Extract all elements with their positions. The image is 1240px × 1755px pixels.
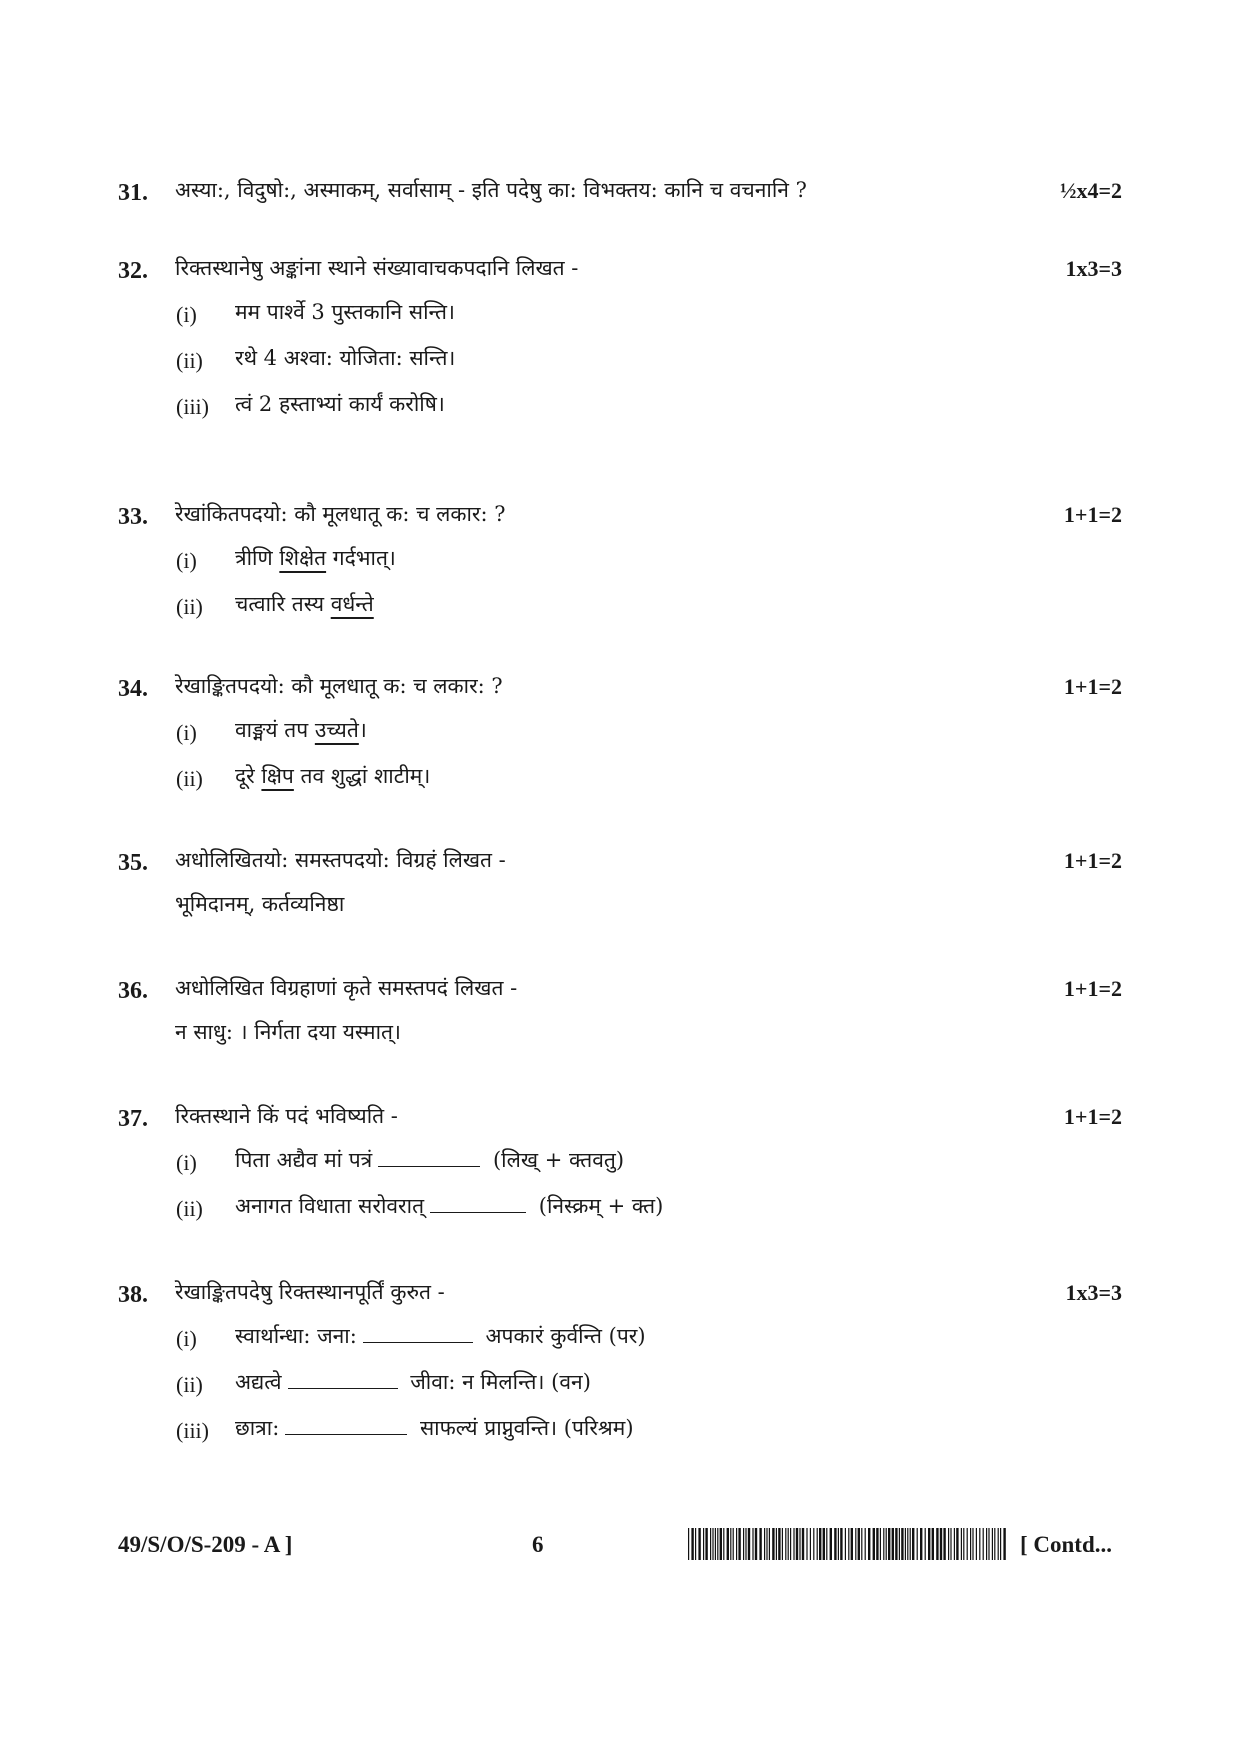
question-number: 38. <box>118 1282 148 1308</box>
sub-question <box>0 586 1240 632</box>
question-text: रेखाङ्कितपदेषु रिक्तस्थानपूर्तिं कुरुत - <box>175 1280 445 1304</box>
question-32 <box>0 254 1240 432</box>
answer-blank <box>378 1148 480 1167</box>
sub-question-text: पिता अद्यैव मां पत्रं (लिख् + क्तवतु) <box>235 1148 625 1172</box>
question-marks: 1x3=3 <box>1065 1280 1122 1305</box>
sub-question <box>0 712 1240 758</box>
sub-question-label: (ii) <box>176 1372 203 1397</box>
sub-question <box>0 1410 1240 1456</box>
answer-blank <box>288 1370 398 1389</box>
answer-blank <box>430 1194 526 1213</box>
sub-question <box>0 340 1240 386</box>
sub-question-label: (ii) <box>176 348 203 373</box>
sub-question <box>0 540 1240 586</box>
question-text: रेखांकितपदयो: कौ मूलधातू क: च लकार: ? <box>175 502 506 526</box>
answer-blank <box>285 1416 407 1435</box>
sub-question-label: (ii) <box>176 1196 203 1221</box>
question-marks: 1+1=2 <box>1063 976 1122 1001</box>
underlined-word: शिक्षेत <box>279 546 327 570</box>
question-38 <box>0 1278 1240 1456</box>
question-text: अस्या:, विदुषो:, अस्माकम्, सर्वासाम् - इति पदेषु का: विभक्तय: कानि च वचनानि ? <box>175 178 807 202</box>
sub-question-label: (i) <box>176 1326 197 1351</box>
question-marks: 1x3=3 <box>1065 256 1122 281</box>
sub-question-text: चत्वारि तस्य वर्धन्ते <box>235 592 374 616</box>
sub-question-text: छात्रा: साफल्यं प्राप्नुवन्ति। (परिश्रम) <box>235 1416 634 1440</box>
question-37 <box>0 1102 1240 1234</box>
question-text: अधोलिखितयो: समस्तपदयो: विग्रहं लिखत - <box>175 848 506 872</box>
sub-question <box>0 1142 1240 1188</box>
barcode-icon <box>688 1528 1008 1560</box>
underlined-word: उच्यते <box>314 718 359 742</box>
sub-question-text: त्वं 2 हस्ताभ्यां कार्यं करोषि। <box>235 392 445 416</box>
question-line-text: न साधु: । निर्गता दया यस्मात्। <box>175 1020 401 1044</box>
question-36 <box>0 974 1240 1060</box>
page-footer <box>0 1528 1240 1568</box>
sub-question <box>0 1318 1240 1364</box>
question-number: 32. <box>118 258 148 284</box>
sub-question-text: स्वार्थान्धा: जना: अपकारं कुर्वन्ति (पर) <box>235 1324 646 1348</box>
sub-question-label: (ii) <box>176 594 203 619</box>
sub-question-text: मम पार्श्वे 3 पुस्तकानि सन्ति। <box>235 300 455 324</box>
question-34 <box>0 672 1240 804</box>
sub-question <box>0 1188 1240 1234</box>
sub-question-text: त्रीणि शिक्षेत गर्दभात्। <box>235 546 396 570</box>
question-marks: 1+1=2 <box>1063 674 1122 699</box>
question-line <box>0 1014 1240 1060</box>
question-marks: 1+1=2 <box>1063 1104 1122 1129</box>
question-text: रिक्तस्थानेषु अङ्कांना स्थाने संख्यावाचकपदानि लिखत - <box>175 256 579 280</box>
question-text: रेखाङ्कितपदयो: कौ मूलधातू क: च लकार: ? <box>175 674 503 698</box>
question-31 <box>0 176 1240 216</box>
question-text: अधोलिखित विग्रहाणां कृते समस्तपदं लिखत - <box>175 976 518 1000</box>
question-number: 34. <box>118 676 148 702</box>
sub-question-label: (ii) <box>176 766 203 791</box>
question-number: 33. <box>118 504 148 530</box>
page-number: 6 <box>532 1532 544 1557</box>
sub-question <box>0 294 1240 340</box>
question-number: 37. <box>118 1106 148 1132</box>
question-35 <box>0 846 1240 932</box>
question-number: 36. <box>118 978 148 1004</box>
continued-label: [ Contd... <box>1020 1532 1113 1557</box>
sub-question <box>0 1364 1240 1410</box>
question-number: 35. <box>118 850 148 876</box>
sub-question-text: दूरे क्षिप तव शुद्धां शाटीम्। <box>235 764 431 788</box>
question-33 <box>0 500 1240 632</box>
sub-question <box>0 386 1240 432</box>
question-marks: 1+1=2 <box>1063 502 1122 527</box>
answer-blank <box>363 1324 473 1343</box>
question-number: 31. <box>118 180 148 206</box>
sub-question-label: (iii) <box>176 394 209 419</box>
sub-question-text: अद्यत्वे जीवा: न मिलन्ति। (वन) <box>235 1370 591 1394</box>
question-text: रिक्तस्थाने किं पदं भविष्यति - <box>175 1104 398 1128</box>
sub-question-label: (i) <box>176 1150 197 1175</box>
question-marks: ½x4=2 <box>1059 178 1122 203</box>
sub-question-label: (i) <box>176 302 197 327</box>
question-line <box>0 886 1240 932</box>
sub-question-text: अनागत विधाता सरोवरात् (निस्क्रम् + क्त) <box>235 1194 664 1218</box>
question-marks: 1+1=2 <box>1063 848 1122 873</box>
sub-question-label: (i) <box>176 548 197 573</box>
sub-question-text: रथे 4 अश्वा: योजिता: सन्ति। <box>235 346 456 370</box>
underlined-word: क्षिप <box>261 764 294 788</box>
underlined-word: वर्धन्ते <box>330 592 374 616</box>
paper-code: 49/S/O/S-209 - A ] <box>118 1532 293 1557</box>
sub-question-text: वाङ्मयं तप उच्यते। <box>235 718 367 742</box>
question-line-text: भूमिदानम्, कर्तव्यनिष्ठा <box>175 892 345 916</box>
sub-question <box>0 758 1240 804</box>
sub-question-label: (i) <box>176 720 197 745</box>
sub-question-label: (iii) <box>176 1418 209 1443</box>
